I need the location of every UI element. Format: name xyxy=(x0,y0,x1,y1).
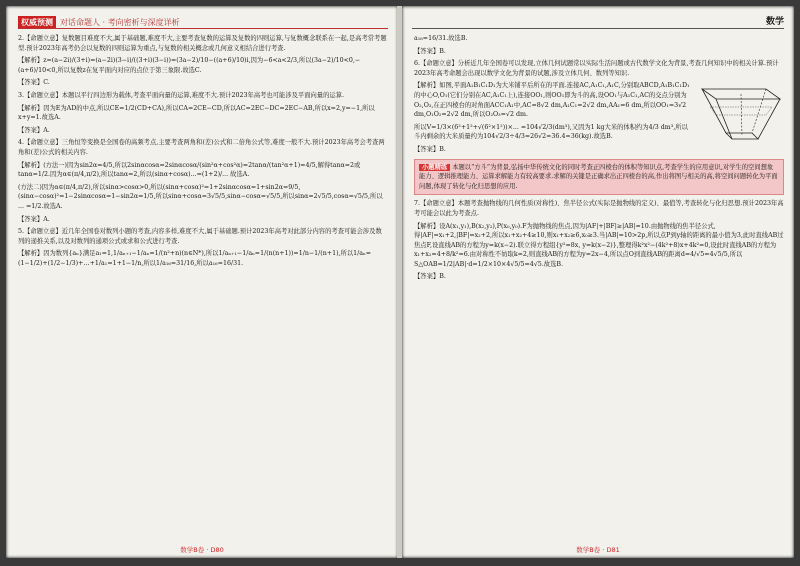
answer-line: 【答案】A. xyxy=(18,126,50,134)
frustum-diagram xyxy=(696,81,784,147)
paragraph: 所以V=1/3×(6²+1²+√(6²×1²))×... =104√2/3(dm³),又因为1 kg大米的体积约为4/3 dm³,所以斗内剩余的大米质量约为104√2/3÷4/3=26√2≈36.4≈36(kg).故选B. xyxy=(414,123,688,141)
paragraph: 【解析】(方法一)因为sin2α=4/5,所以2sinαcosα=2sinαcosα/(sin²α+cos²α)=2tanα/(tan²α+1)=4/5,解得tanα=2或tanα=1/2.因为α∈(π/4,π/2),所以tanα=2,所以(sinα+cosα)...=(1+2)/... 故选A. xyxy=(18,161,361,179)
paragraph: 【解析】如图,平面A₁B₁C₁D₁为大米铺平后所在的平面.连接AC,A₁C₁,A₁C,分别取ABCD,A₁B₁C₁D₁的中心O,O₁(它们分别在AC,A₁C₁上),连接OO₁,则OO₁即为斗的高,设OO₁与A₁C₁,AC的交点分别为O₂,O₃,在正四棱台的对角面ACC₁A₁中,AC=8√2 dm,A₁C₁=2√2 dm,AA₁=6 dm,所以OO₁=3√2 dm,O₁O₂=2√2 dm,所以O₂O₃=√2 dm. xyxy=(414,82,690,119)
answer-line: 【答案】A. xyxy=(18,215,50,223)
answer-line: 【答案】B. xyxy=(414,47,446,55)
header-tag: 权威预测 xyxy=(18,16,56,29)
paragraph: a₁₆=16/31.故选B. xyxy=(414,35,468,42)
answer-line: 【答案】B. xyxy=(414,145,446,153)
paragraph: 【解析】因为E为AD的中点,所以CE=1/2(CD+CA),所以CA=2CE−CD,所以AC=2EC−DC=2EC−AB,所以x=2,y=−1,所以x+y=1.故选A. xyxy=(18,104,375,122)
paragraph: 2.【命题立意】复数题目难度不大,属于基础题,难度不大,主要考查复数的运算及复数的四则运算,与复数概念联系在一起,是高考常考题型.预计2023年高考仍会以复数的四则运算为重点,与复数的相关概念或几何意义相结合进行考查. xyxy=(18,35,387,52)
right-content xyxy=(414,34,784,285)
paragraph: 3.【命题立意】本题以平行四边形为载体,考查平面向量的运算,难度不大.预计2023年高考也可能涉及平面向量的运算. xyxy=(18,91,344,99)
frustum-figure xyxy=(696,81,784,151)
answer-line: 【答案】C. xyxy=(18,79,50,87)
left-page xyxy=(6,6,398,558)
header-title: 对话命题人 · 考向密析与深度详析 xyxy=(60,18,180,27)
note-label: 小题精练 xyxy=(419,164,450,171)
paragraph: 4.【命题立意】三角恒等变换是全国卷的高频考点,主要考查两角和(差)公式和二倍角公式等,难度一般不大.预计2023年高考会考查两角和(差)公式的相关内容. xyxy=(18,139,385,156)
paragraph: 7.【命题立意】本题考查抛物线的几何性质(对称性)、焦半径公式(实际是抛物线的定义)、最值等,考查转化与化归思想.预计2023年高考可能会以此为考查点. xyxy=(414,200,784,217)
paragraph: 【解析】z=(a−2i)/(3+i)=(a−2i)(3−i)/((3+i)(3−i))=(3a−2)/10−((a+6)/10)i,因为−6<a<2/3,所以(3a−2)/10<0,−(a+6)/10<0,所以复数z在复平面内对应的点位于第三象限.故选C. xyxy=(18,57,361,74)
paragraph: (方法二)因为α∈(π/4,π/2),所以sinα>cosα>0,所以(sinα+cosα)²=1+2sinαcosα=1+sin2α=9/5,(sinα−cosα)²=1−2sinαcosα=1−sin2α=1/5,所以sinα+cosα=3√5/5,sinα−cosα=√5/5,所以sinα=2√5/5,cosα=√5/5,所以 ... =1/2.故选A. xyxy=(18,183,383,210)
note-text: 本题以“方斗”为背景,弘扬中华传统文化的同时考查正四棱台的体积等知识点,考查学生的应用意识,对学生的空间想象能力、逻辑推理能力、运算求解能力有较高要求.求解的关键是正确求出正四棱台的高,作出将图与相关的高,将空间问题转化为平面问题,体现了转化与化归思想的应用. xyxy=(419,163,778,190)
header-rule xyxy=(412,28,784,29)
edge xyxy=(702,89,726,133)
highlight-note xyxy=(414,159,784,196)
paragraph: 【解析】因为数列{aₙ}满足a₁=1,1/aₙ₊₁−1/aₙ=1/(n²+n)(n∈N*),所以1/aₙ₊₁−1/aₙ=1/(n(n+1))=1/n−1/(n+1),所以1/aₙ=(1−1/2)+(1/2−1/3)+…+1/a₁=1+1−1/n,所以1/a₁₆=31/16,所以a₁₆=16/31. xyxy=(18,250,372,267)
left-content xyxy=(18,34,388,271)
header-rule xyxy=(18,28,388,29)
paragraph: 6.【命题立意】分析近几年全国卷可以发现,立体几何试题常以实际生活问题或古代数学文化为背景,考查几何知识中的相关计算.预计2023年高考命题会出现以数学文化为背景的试题,涉及立体几何、数列等知识. xyxy=(414,60,779,77)
answer-line: 【答案】B. xyxy=(414,273,446,281)
edge xyxy=(758,99,780,139)
paragraph: 5.【命题立意】近几年全国卷对数列小题的考查,内容多样,难度不大,属于基础题.预计2023年高考对此部分内容的考查可能会涉及数列的递推关系,以及对数列的通项公式或求和公式进行考查. xyxy=(18,228,382,245)
right-page xyxy=(402,6,794,558)
paragraph: 【解析】设A(x₁,y₁),B(x₂,y₂),P(x₀,y₀).F为抛物线的焦点,因为|AF|+|BF|≥|AB|=10.由抛物线的焦半径公式,得|AF|=x₁+2,|BF|=x₂+2,所以x₁+x₂+4≥10,则x₁+x₂≥6,x₀≥3.当|AB|=10>2p,所以点P到y轴的距离的最小值为3,此时直线AB过焦点F,设直线AB的方程为y=k(x−2).联立得方程组{y²=8x, y=k(x−2)},整理得k²x²−(4k²+8)x+4k²=0,设此时直线AB的方程为x₁+x₂=4+8/k²=6.由对称性不妨取k=2,则直线AB的方程为y=2x−4,所以点O到直线AB的距离d=4/√5=4√5/5,所以S△OAB=1/2|AB|·d=1/2×10×4√5/5=4√5.故选B. xyxy=(414,222,784,268)
right-page-footer: 数学B卷 · D81 xyxy=(576,546,620,554)
left-page-footer: 数学B卷 · D80 xyxy=(180,546,224,554)
subject-header: 数学 xyxy=(765,17,784,27)
hidden-edge xyxy=(752,89,766,133)
